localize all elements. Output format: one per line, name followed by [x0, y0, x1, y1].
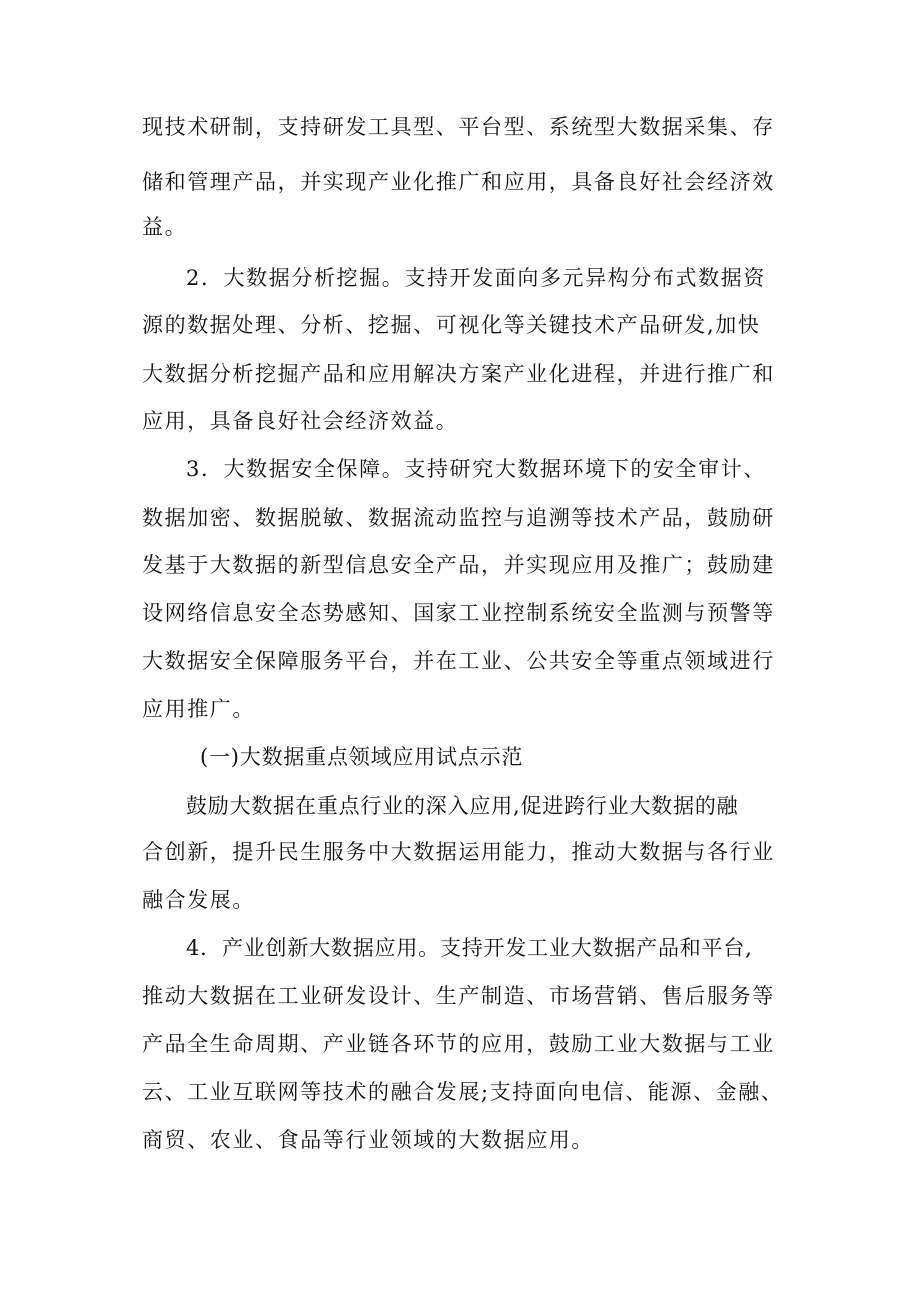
text-line: 储和管理产品，并实现产业化推广和应用，具备良好社会经济效	[142, 170, 775, 194]
section-heading: (一)大数据重点领域应用试点示范	[200, 745, 524, 769]
text-line: 商贸、农业、食品等行业领域的大数据应用。	[142, 1128, 594, 1152]
text-line: 大数据分析挖掘产品和应用解决方案产业化进程，并进行推广和	[142, 362, 775, 386]
text-line: 源的数据处理、分析、挖掘、可视化等关键技术产品研发,加快	[142, 313, 761, 337]
text-line: 推动大数据在工业研发设计、生产制造、市场营销、售后服务等	[142, 984, 775, 1008]
text-line: 云、工业互联网等技术的融合发展;支持面向电信、能源、金融、	[142, 1080, 784, 1104]
text-line: 产品全生命周期、产业链各环节的应用，鼓励工业大数据与工业	[142, 1032, 775, 1056]
text-line: 设网络信息安全态势感知、国家工业控制系统安全监测与预警等	[142, 601, 775, 625]
list-item-4-title: 4．产业创新大数据应用。支持开发工业大数据产品和平台,	[186, 936, 753, 960]
list-item-3-title: 3．大数据安全保障。支持研究大数据环境下的安全审计、	[186, 457, 766, 481]
text-line: 益。	[142, 215, 188, 239]
text-line: 应用，具备良好社会经济效益。	[142, 409, 459, 433]
text-line: 应用推广。	[142, 697, 255, 721]
text-line: 大数据安全保障服务平台，并在工业、公共安全等重点领域进行	[142, 649, 775, 673]
text-line: 现技术研制，支持研发工具型、平台型、系统型大数据采集、存	[142, 115, 775, 139]
text-line: 融合发展。	[142, 888, 255, 912]
text-line: 数据加密、数据脱敏、数据流动监控与追溯等技术产品，鼓励研	[142, 506, 775, 530]
text-line: 发基于大数据的新型信息安全产品，并实现应用及推广；鼓励建	[142, 553, 775, 577]
list-item-2-title: 2．大数据分析挖掘。支持开发面向多元异构分布式数据资	[186, 266, 766, 290]
text-line: 合创新，提升民生服务中大数据运用能力，推动大数据与各行业	[142, 840, 775, 864]
text-line: 鼓励大数据在重点行业的深入应用,促进跨行业大数据的融	[186, 794, 739, 818]
